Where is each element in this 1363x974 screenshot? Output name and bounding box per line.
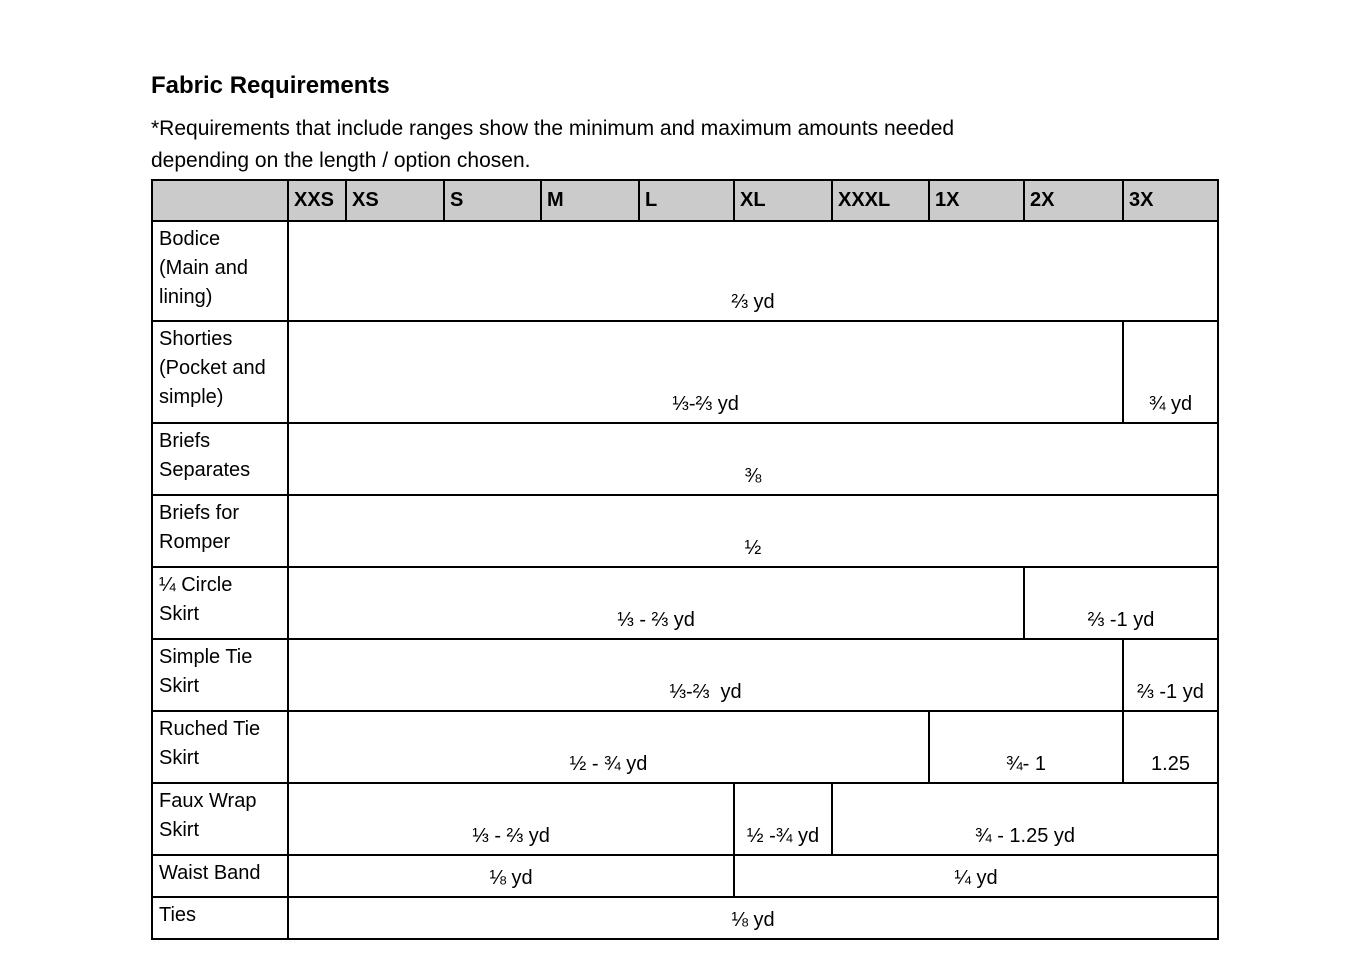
row-label-shorties: Shorties (Pocket and simple) xyxy=(152,321,288,423)
row-label-briefs-separates: Briefs Separates xyxy=(152,423,288,495)
header-cell-s: S xyxy=(444,180,541,221)
value-cell: ⅛ yd xyxy=(288,897,1218,939)
table-row-shorties xyxy=(152,321,1218,423)
table-row-faux-wrap-skirt xyxy=(152,783,1218,855)
header-corner-cell xyxy=(152,180,288,221)
value-cell: ⅔ -1 yd xyxy=(1123,639,1218,711)
header-cell-xxs: XXS xyxy=(288,180,346,221)
table-row-quarter-circle-skirt xyxy=(152,567,1218,639)
header-cell-l: L xyxy=(639,180,734,221)
value-cell: ½ xyxy=(288,495,1218,567)
value-cell: ¾- 1 xyxy=(929,711,1123,783)
table-row-ties xyxy=(152,897,1218,939)
value-cell: ⅓ - ⅔ yd xyxy=(288,783,734,855)
value-cell: ¼ yd xyxy=(734,855,1218,897)
value-cell: ⅓-⅔ yd xyxy=(288,639,1123,711)
fabric-note xyxy=(151,113,1241,176)
fabric-requirements-table xyxy=(151,179,1219,940)
header-cell-xl: XL xyxy=(734,180,832,221)
value-cell: ⅔ -1 yd xyxy=(1024,567,1218,639)
row-label-waist-band: Waist Band xyxy=(152,855,288,897)
value-cell: ⅓ - ⅔ yd xyxy=(288,567,1024,639)
document-page xyxy=(151,72,1241,940)
value-cell: ⅓-⅔ yd xyxy=(288,321,1123,423)
value-cell: ⅜ xyxy=(288,423,1218,495)
value-cell: ¾ yd xyxy=(1123,321,1218,423)
row-label-quarter-circle-skirt: ¼ Circle Skirt xyxy=(152,567,288,639)
table-row-waist-band xyxy=(152,855,1218,897)
page-title: Fabric Requirements xyxy=(151,72,390,99)
value-cell: ½ -¾ yd xyxy=(734,783,832,855)
row-label-bodice: Bodice (Main and lining) xyxy=(152,221,288,321)
value-cell: 1.25 xyxy=(1123,711,1218,783)
header-cell-3x: 3X xyxy=(1123,180,1218,221)
value-cell: ½ - ¾ yd xyxy=(288,711,929,783)
value-cell: ⅔ yd xyxy=(288,221,1218,321)
row-label-simple-tie-skirt: Simple Tie Skirt xyxy=(152,639,288,711)
row-label-ties: Ties xyxy=(152,897,288,939)
value-cell: ¾ - 1.25 yd xyxy=(832,783,1218,855)
size-header-row xyxy=(152,180,1218,221)
fabric-note-line-2: depending on the length / option chosen. xyxy=(151,148,531,172)
header-cell-1x: 1X xyxy=(929,180,1024,221)
table-row-ruched-tie-skirt xyxy=(152,711,1218,783)
fabric-note-line-1: *Requirements that include ranges show the minimum and maximum amounts needed xyxy=(151,117,955,140)
table-row-briefs-for-romper xyxy=(152,495,1218,567)
header-cell-xxxl: XXXL xyxy=(832,180,929,221)
row-label-briefs-for-romper: Briefs for Romper xyxy=(152,495,288,567)
table-row-briefs-separates xyxy=(152,423,1218,495)
table-row-bodice xyxy=(152,221,1218,321)
row-label-faux-wrap-skirt: Faux Wrap Skirt xyxy=(152,783,288,855)
table-row-simple-tie-skirt xyxy=(152,639,1218,711)
header-cell-m: M xyxy=(541,180,639,221)
value-cell: ⅛ yd xyxy=(288,855,734,897)
header-cell-xs: XS xyxy=(346,180,444,221)
header-cell-2x: 2X xyxy=(1024,180,1123,221)
row-label-ruched-tie-skirt: Ruched Tie Skirt xyxy=(152,711,288,783)
